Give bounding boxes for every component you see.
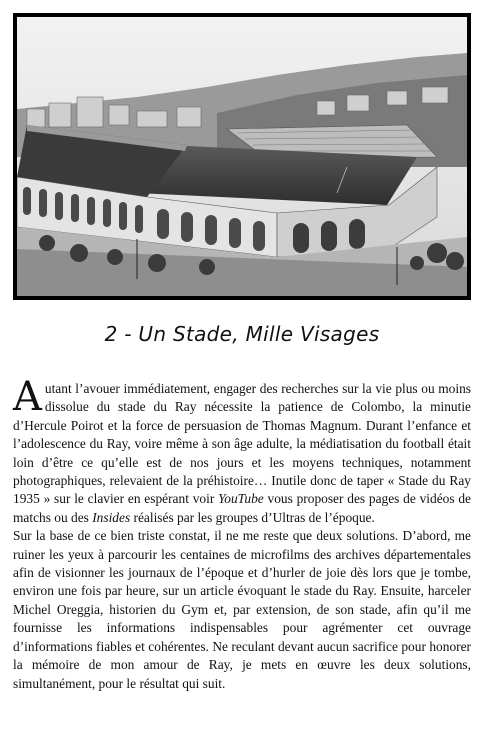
- paragraph-1-text-c: réalisés par les groupes d’Ultras de l’époque.: [130, 509, 375, 525]
- youtube-reference: YouTube: [218, 491, 264, 507]
- drop-cap: A: [13, 374, 42, 420]
- chapter-body: [13, 374, 471, 693]
- paragraph-2: Sur la base de ce bien triste constat, il ne me reste que deux solutions. D’abord, me ruiner les yeux à parcourir les centaines de microfilms des archives départementales afin de visionner les journaux de l’époque et d’hurler de joie dès lors que je tombe, environ une fois par heure, sur un article évoquant le stade du Ray. Ensuite, harceler Michel Oreggia, historien du Gym et, par extension, de son stade, afin qu’il me fournisse les informations indispensables pour agrémenter cet ouvrage d’informations fiables et cohérentes. Ne reculant devant aucun sacrifice pour honorer la mémoire de mon amour de Ray, je mets en œuvre les deux solutions, simultanément, pour le résultat qui suit.: [13, 528, 471, 691]
- stadium-photo-illustration: [17, 17, 467, 296]
- paragraph-1-text-b: vous proposer des pages de vidéos de matchs ou des: [13, 491, 471, 525]
- stadium-photo: [13, 13, 471, 300]
- paragraph-1: [13, 374, 471, 527]
- chapter-title: 2 - Un Stade, Mille Visages: [104, 322, 380, 346]
- insides-reference: Insides: [92, 509, 131, 525]
- paragraph-1-text-a: utant l’avouer immédiatement, engager des recherches sur la vie plus ou moins dissolue du stade du Ray nécessite la patience de Colombo, la minutie d’Hercule Poirot et la force de persuasion de Thomas Magnum. Durant l’enfance et l’adolescence du Ray, voire même à son âge adulte, la médiatisation du football était loin d’être ce qu’elle est de nos jours et les moyens techniques, notamment photographiques, relevaient de la préhistoire… Inutile donc de taper « Stade du Ray 1935 » sur le clavier en espérant voir: [13, 381, 471, 507]
